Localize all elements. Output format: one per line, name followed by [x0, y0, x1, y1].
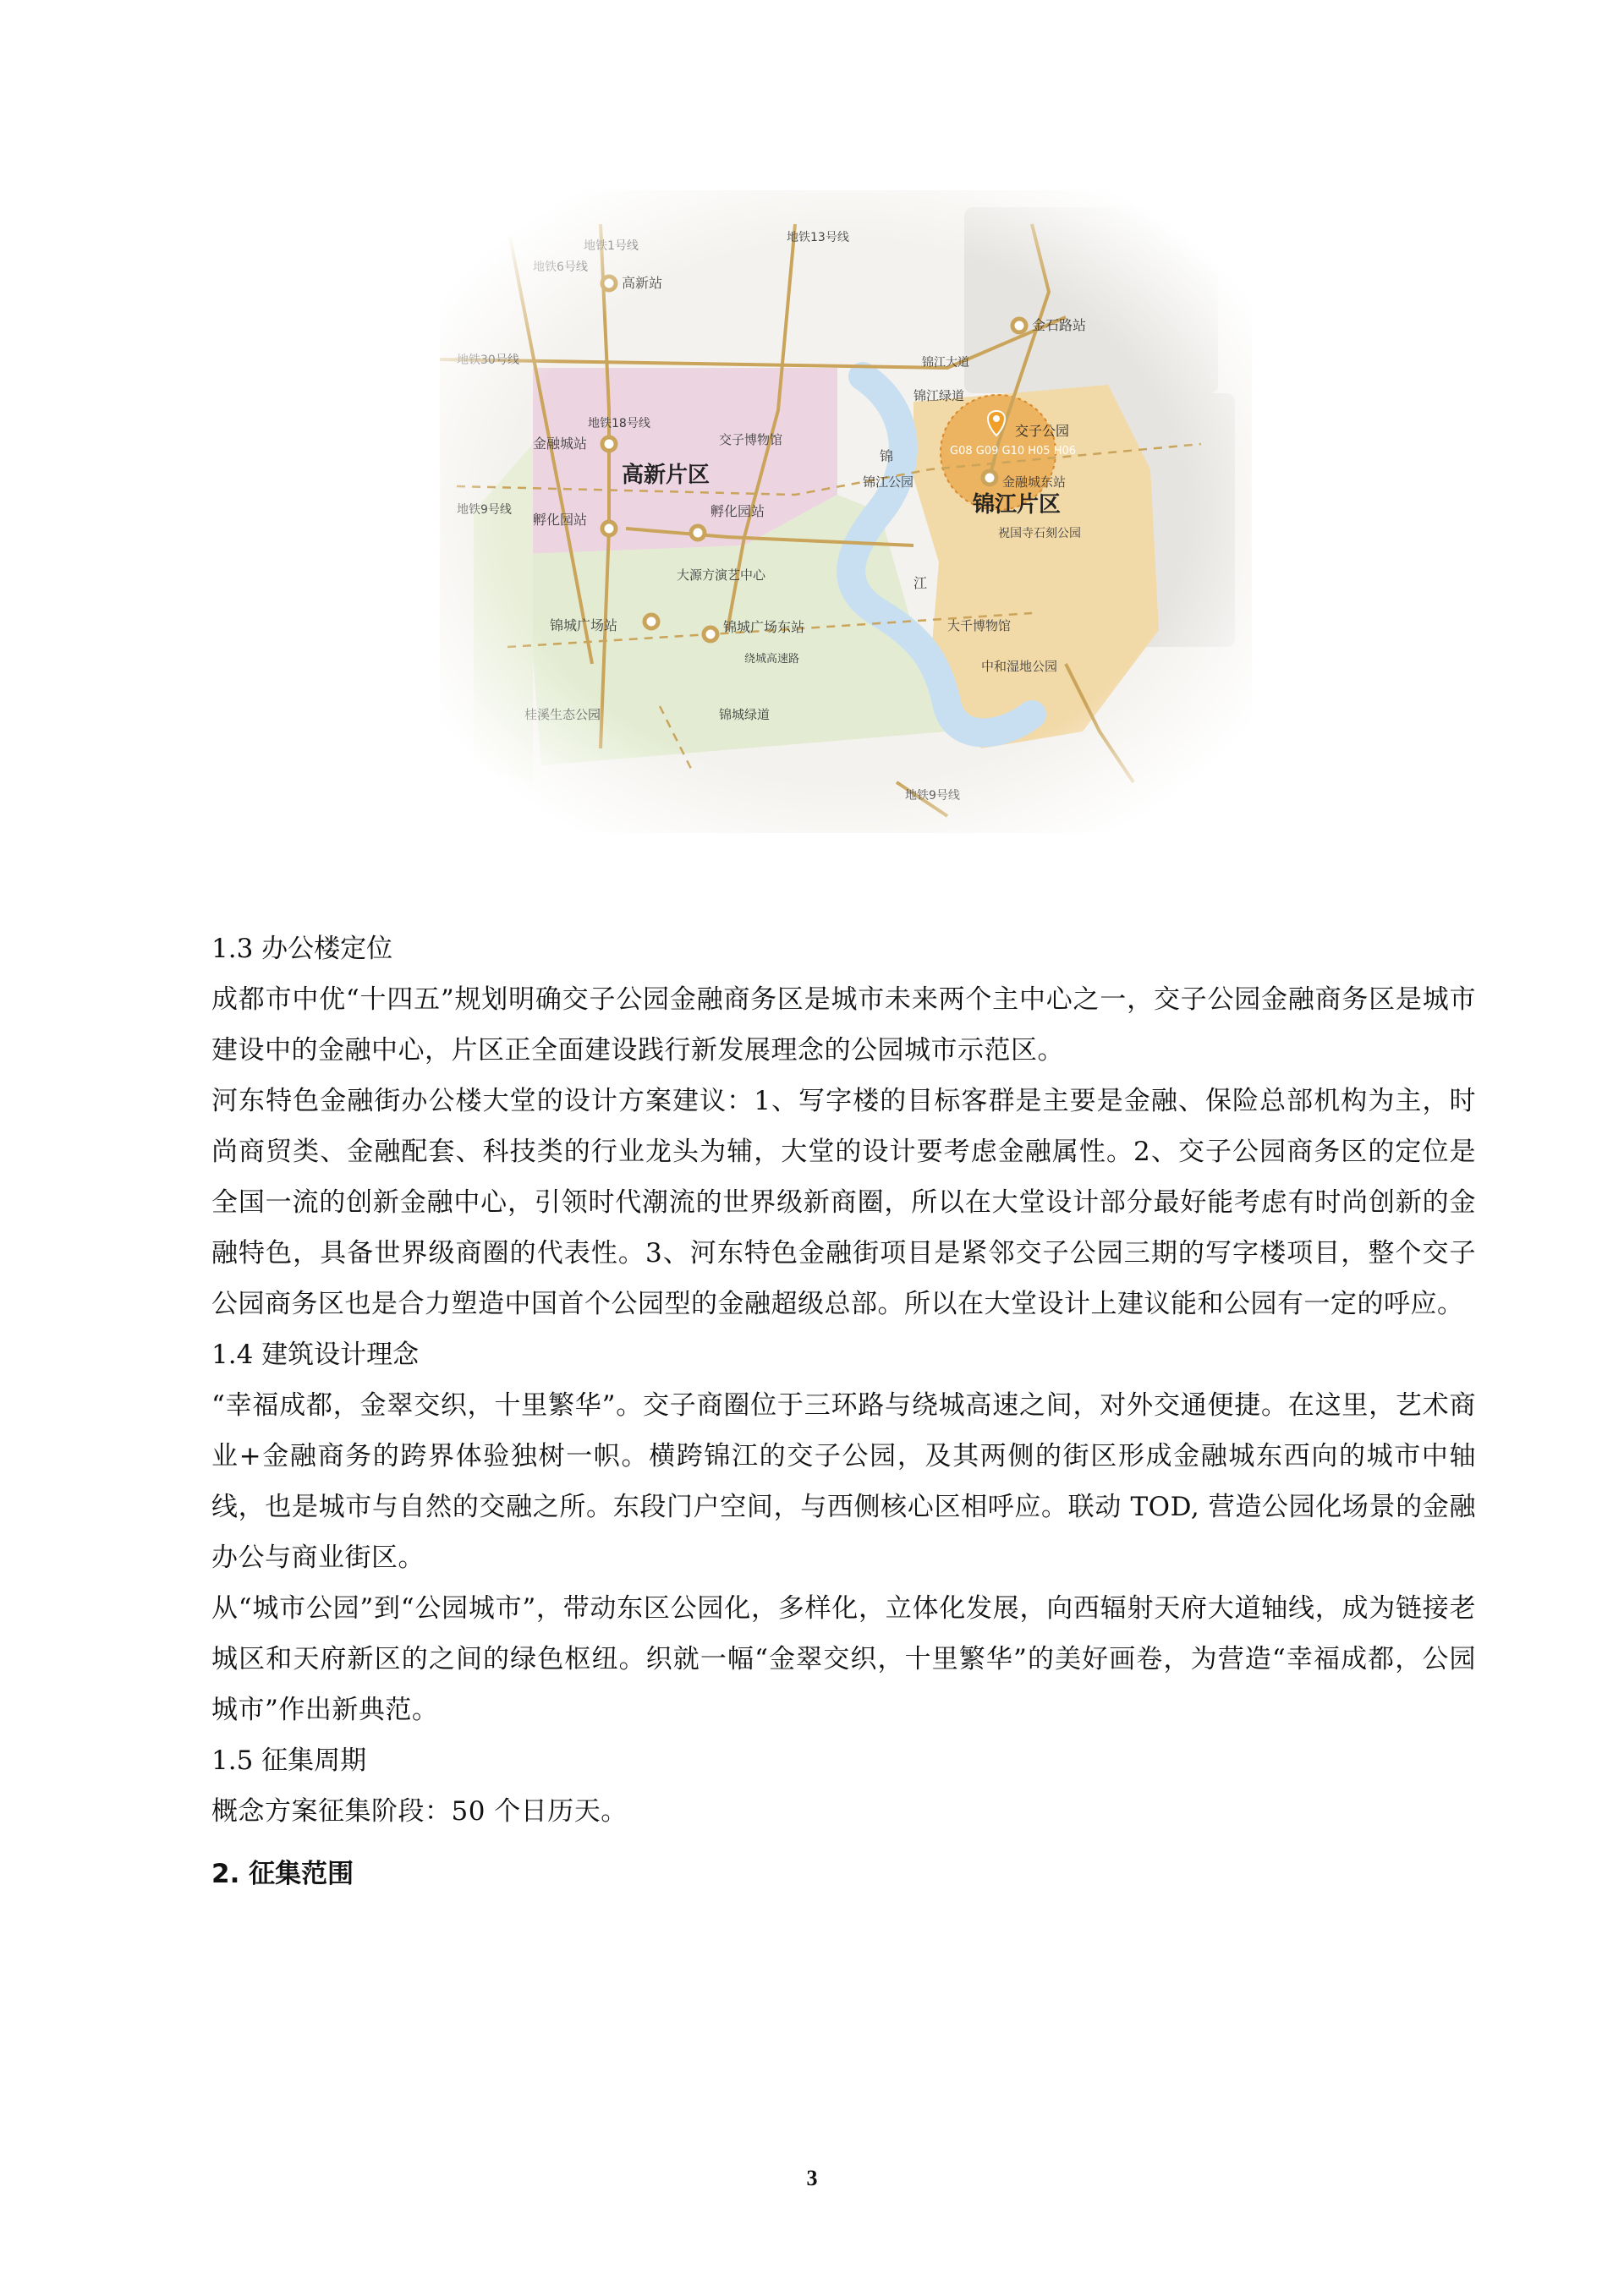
location-map: [440, 190, 1252, 833]
paragraph-text: 概念方案征集阶段：50 个日历天。: [211, 1796, 628, 1827]
section-heading-1-5: 1.5 征集周期: [211, 1745, 367, 1776]
paragraph: [211, 1076, 1476, 1329]
paragraph-text: “幸福成都，金翠交织，十里繁华”。交子商圈位于三环路与绕城高速之间，对外交通便捷。在这里，艺术商业+金融商务的跨界体验独树一帜。横跨锦江的交子公园，及其两侧的街区形成金融城东西向的城市中轴线，也是城市与自然的交融之所。东段门户空间，与西侧核心区相呼应。联动 TOD, 营造公园化场景的金融办公与商业街区。: [211, 1390, 1476, 1573]
paragraph: [211, 1786, 1476, 1837]
section-heading-1-3: 1.3 办公楼定位: [211, 934, 393, 964]
paragraph-text: 成都市中优“十四五”规划明确交子公园金融商务区是城市未来两个主中心之一，交子公园金融商务区是城市建设中的金融中心，片区正全面建设践行新发展理念的公园城市示范区。: [211, 984, 1476, 1066]
paragraph: [211, 974, 1476, 1076]
paragraph: [211, 1583, 1476, 1735]
paragraph: [211, 1380, 1476, 1583]
page-number: 3: [806, 2166, 818, 2190]
paragraph-text: 河东特色金融街办公楼大堂的设计方案建议：1、写字楼的目标客群是主要是金融、保险总部机构为主，时尚商贸类、金融配套、科技类的行业龙头为辅，大堂的设计要考虑金融属性。2、交子公园商务区的定位是全国一流的创新金融中心，引领时代潮流的世界级新商圈，所以在大堂设计部分最好能考虑有时尚创新的金融特色，具备世界级商圈的代表性。3、河东特色金融街项目是紧邻交子公园三期的写字楼项目，整个交子公园商务区也是合力塑造中国首个公园型的金融超级总部。所以在大堂设计上建议能和公园有一定的呼应。: [211, 1086, 1476, 1319]
section-heading-2: 2. 征集范围: [211, 1859, 354, 1889]
paragraph-text: 从“城市公园”到“公园城市”，带动东区公园化，多样化，立体化发展，向西辐射天府大道轴线，成为链接老城区和天府新区的之间的绿色枢纽。织就一幅“金翠交织，十里繁华”的美好画卷，为营造“幸福成都，公园城市”作出新典范。: [211, 1593, 1476, 1725]
section-heading-1-4: 1.4 建筑设计理念: [211, 1340, 420, 1370]
document-body: [211, 923, 1476, 1899]
